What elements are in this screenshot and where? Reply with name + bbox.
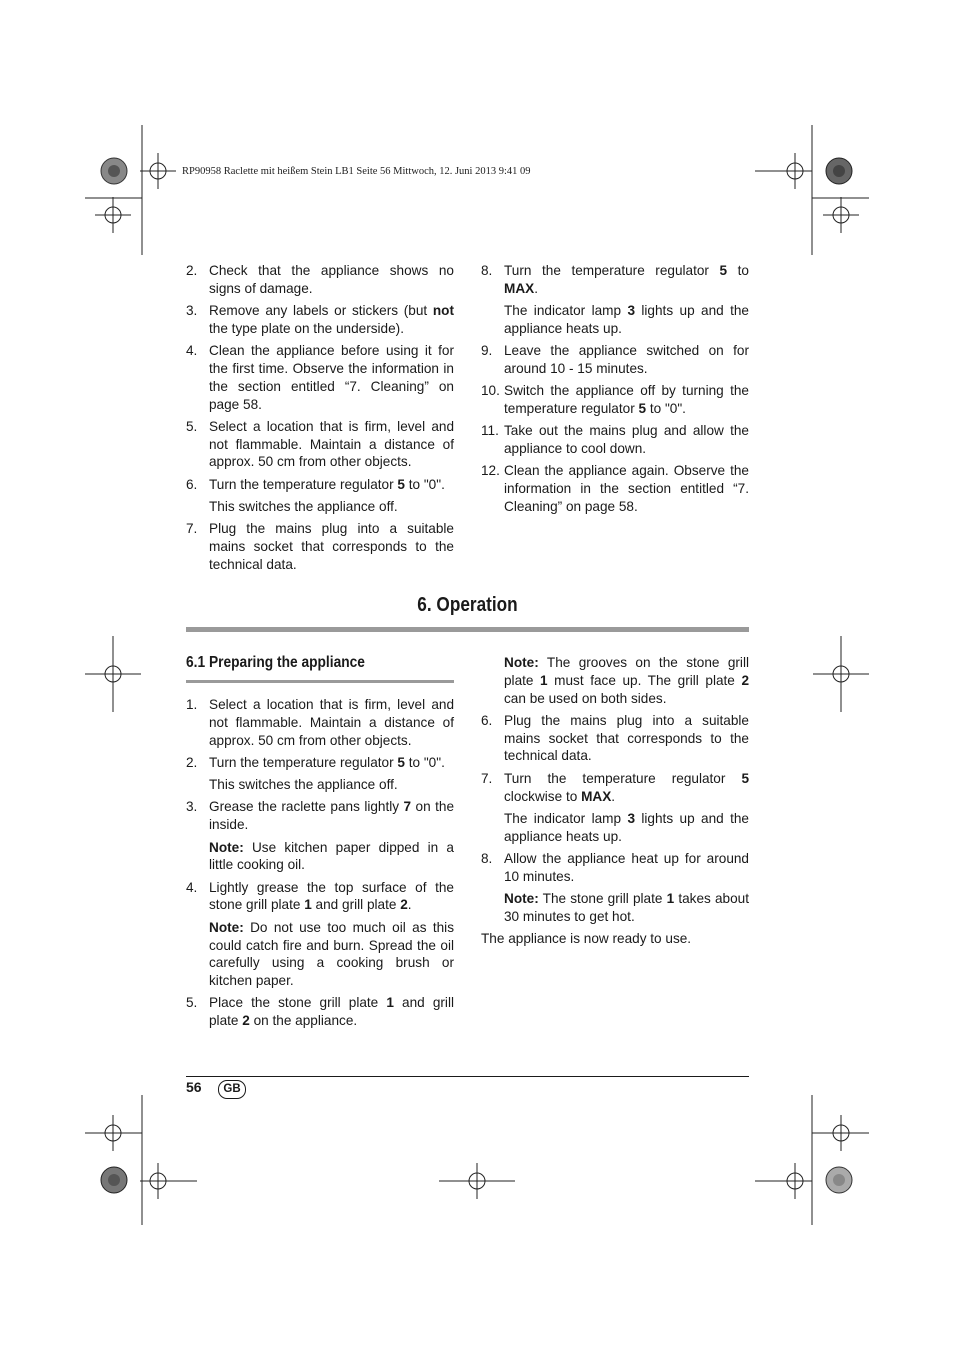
registration-mark-icon	[813, 636, 869, 712]
text-run: Select a location that is firm, level and not flammable. Maintain a distance of approx. 50 cm from other objects.	[209, 418, 454, 470]
language-badge: GB	[218, 1080, 246, 1099]
text-run: Select a location that is firm, level and not flammable. Maintain a distance of approx. 50 cm from other objects.	[209, 697, 454, 748]
print-slug: RP90958 Raclette mit heißem Stein LB1 Seite 56 Mittwoch, 12. Juni 2013 9:41 09	[182, 166, 531, 177]
text-run: Do not use too much oil as this could catch fire and burn. Spread the oil carefully using a cooking brush or kitchen paper.	[209, 919, 454, 989]
text-run: Plug the mains plug into a suitable mains socket that corresponds to the technical data.	[209, 521, 454, 572]
text-run: Turn the temperature regulator	[504, 263, 720, 278]
bold-text: 5	[397, 754, 405, 770]
list-item-number: 6.	[481, 712, 493, 728]
registration-mark-icon	[140, 1163, 197, 1199]
text-run: Use kitchen paper dipped in a little cooking oil.	[209, 839, 454, 873]
text-run: The grooves on the stone grill plate	[504, 655, 749, 688]
text-run: and grill plate	[311, 897, 401, 913]
bold-text: 2	[242, 1013, 250, 1029]
text-run: must face up. The grill plate	[547, 672, 742, 688]
bold-text: 5	[397, 476, 405, 492]
registration-mark-icon	[95, 197, 131, 233]
bold-text: 1	[386, 995, 394, 1011]
text-run: lights up and the appliance heats up.	[504, 810, 749, 844]
bold-text: 5	[741, 770, 749, 786]
registration-mark-icon	[823, 197, 859, 233]
closing-paragraph: The appliance is now ready to use.	[481, 931, 692, 947]
text-run: to "0".	[404, 476, 445, 492]
text-run: Grease the raclette pans lightly	[209, 799, 404, 815]
text-run: Switch the appliance off by turning the temperature regulator	[504, 383, 749, 417]
list-item-number: 8.	[481, 850, 493, 866]
bold-text: 3	[627, 303, 635, 319]
list-item-number: 11.	[481, 423, 499, 439]
bold-text: 2	[741, 672, 749, 688]
text-run: the type plate on the underside).	[209, 320, 404, 336]
page-number: 56	[186, 1079, 202, 1095]
registration-mark-icon	[755, 1163, 812, 1199]
density-target-icon	[101, 1167, 127, 1193]
registration-mark-icon	[755, 153, 812, 189]
text-run: .	[407, 897, 412, 913]
list-item-number: 5.	[186, 995, 198, 1011]
bold-text: MAX	[581, 788, 612, 804]
bold-text: not	[432, 303, 454, 319]
registration-mark-icon	[85, 636, 141, 712]
list-item-number: 12.	[481, 463, 500, 479]
registration-mark-icon	[823, 1115, 859, 1151]
density-target-icon	[101, 158, 127, 184]
text-run: Clean the appliance before using it for the first time. Observe the information in the section entitled “7. Cleaning” on page 58.	[209, 343, 454, 412]
bold-text: MAX	[504, 280, 535, 296]
text-run: takes about 30 minutes to get hot.	[504, 891, 749, 924]
text-run: The indicator lamp	[504, 810, 628, 826]
bold-text: Note:	[209, 919, 244, 935]
text-run: This switches the appliance off.	[209, 777, 398, 793]
text-run: Check that the appliance shows no signs of damage.	[209, 263, 454, 296]
text-run: Place the stone grill plate	[209, 995, 387, 1011]
text-run: to "0".	[646, 401, 686, 417]
bold-text: 1	[666, 891, 675, 907]
text-run: Allow the appliance heat up for around 10 minutes.	[504, 850, 749, 884]
list-item-number: 2.	[186, 754, 198, 770]
bold-text: 3	[627, 810, 635, 826]
bold-text: 5	[719, 263, 728, 278]
density-target-icon	[826, 158, 852, 184]
text-run: Plug the mains plug into a suitable mains socket that corresponds to the technical data.	[504, 712, 749, 764]
list-item-number: 8.	[481, 263, 493, 278]
bold-text: Note:	[504, 891, 539, 907]
list-item-number: 2.	[186, 263, 198, 278]
list-item-number: 7.	[186, 521, 198, 537]
text-run: to "0".	[404, 754, 445, 770]
registration-mark-icon	[439, 1163, 515, 1199]
list-item-number: 1.	[186, 697, 198, 712]
bold-text: Note:	[504, 655, 539, 670]
text-run: .	[611, 788, 616, 804]
registration-mark-icon	[95, 1115, 131, 1151]
list-item-number: 6.	[186, 476, 198, 492]
text-run: can be used on both sides.	[504, 690, 667, 706]
text-run: .	[534, 280, 538, 296]
text-run: Remove any labels or stickers (but	[209, 303, 433, 319]
bold-text: 1	[540, 672, 548, 688]
text-run: clockwise to	[504, 788, 582, 804]
text-run: Turn the temperature regulator	[209, 476, 398, 492]
text-run: The stone grill plate	[538, 891, 667, 907]
text-run: lights up and the appliance heats up.	[504, 303, 749, 336]
text-run: Turn the temperature regulator	[504, 770, 742, 786]
text-run: to	[727, 263, 749, 278]
bold-text: 2	[400, 897, 408, 913]
list-item-number: 9.	[481, 343, 493, 359]
density-target-icon	[826, 1167, 852, 1193]
text-run: Leave the appliance switched on for around 10 - 15 minutes.	[504, 343, 749, 376]
bold-text: Note:	[209, 839, 244, 855]
text-run: Clean the appliance again. Observe the information in the section entitled “7. Cleaning” on page 58.	[504, 463, 749, 515]
list-item-number: 3.	[186, 303, 198, 319]
list-item-number: 10.	[481, 383, 500, 399]
text-run: This switches the appliance off.	[209, 499, 398, 515]
subsection-title: 6.1 Preparing the appliance	[186, 654, 365, 671]
list-item-number: 4.	[186, 343, 198, 359]
list-item-number: 7.	[481, 770, 493, 786]
text-run: on the appliance.	[249, 1013, 358, 1029]
registration-mark-icon	[140, 153, 176, 189]
list-item-number: 4.	[186, 879, 198, 895]
bold-text: 7	[403, 799, 412, 815]
text-run: Turn the temperature regulator	[209, 754, 398, 770]
text-run: The indicator lamp	[504, 303, 628, 319]
list-item-number: 5.	[186, 418, 198, 434]
text-run: and grill plate	[209, 995, 454, 1029]
bold-text: 5	[638, 401, 647, 417]
text-run: Lightly grease the top surface of the stone grill plate	[209, 879, 454, 913]
text-run: Take out the mains plug and allow the appliance to cool down.	[504, 423, 749, 457]
text-run: on the inside.	[209, 799, 455, 833]
bold-text: 1	[304, 897, 312, 913]
list-item-number: 3.	[186, 799, 198, 815]
section-title: 6. Operation	[417, 594, 518, 616]
